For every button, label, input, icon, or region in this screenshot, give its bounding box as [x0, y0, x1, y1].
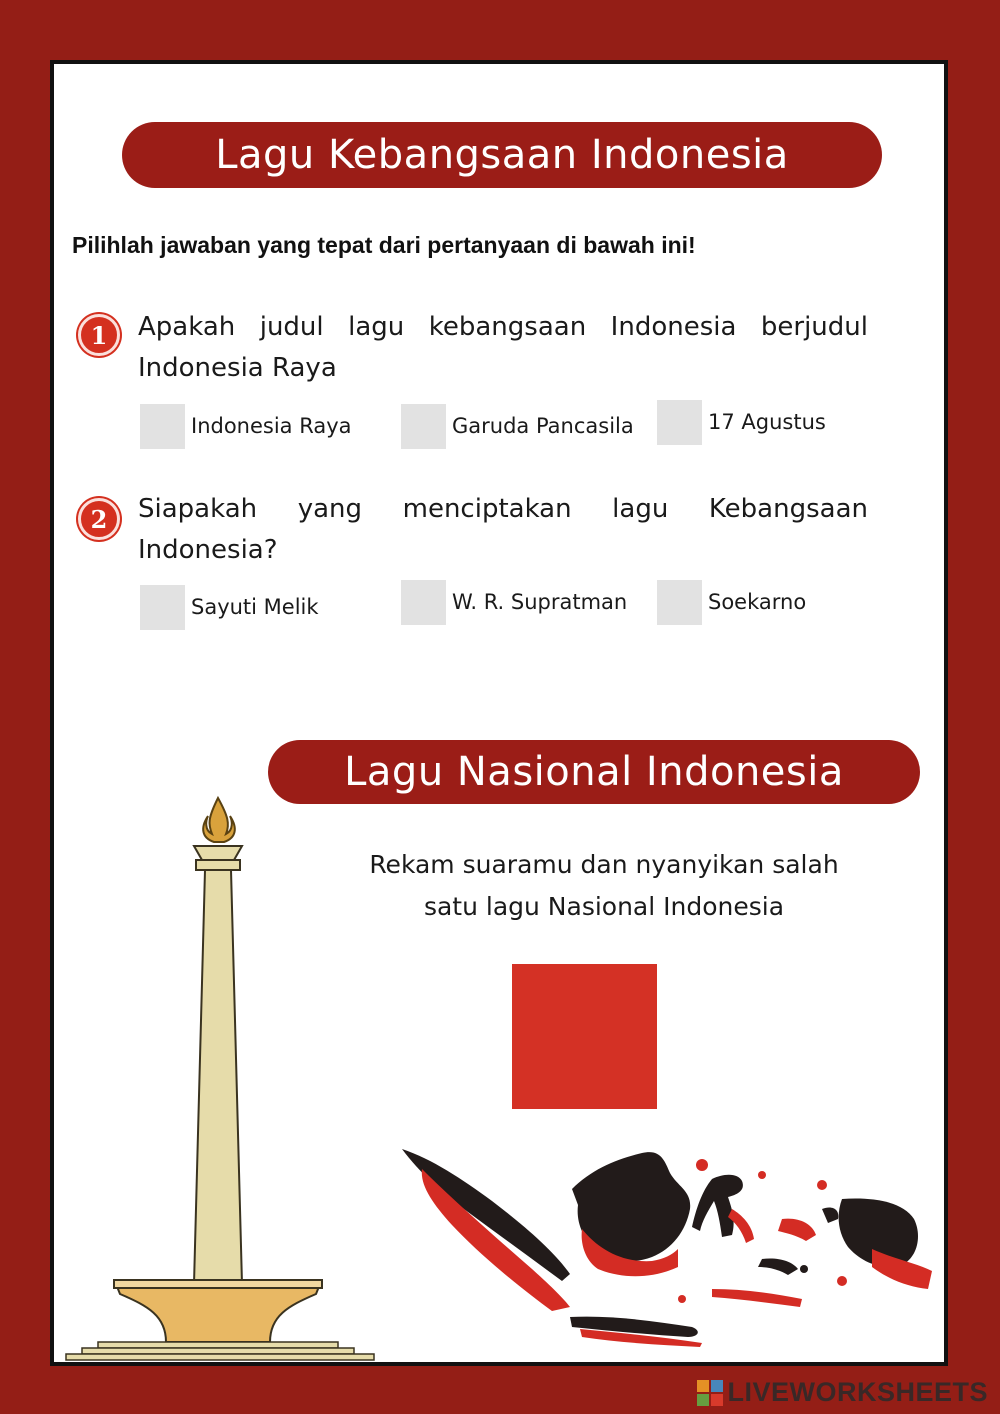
checkbox[interactable] — [140, 585, 185, 630]
checkbox[interactable] — [140, 404, 185, 449]
checkbox[interactable] — [657, 580, 702, 625]
indonesia-map-illustration — [402, 1139, 942, 1349]
liveworksheets-watermark — [697, 1377, 988, 1408]
option-q1-c[interactable] — [657, 400, 826, 445]
option-q1-a[interactable] — [140, 404, 352, 449]
checkbox[interactable] — [401, 580, 446, 625]
option-q1-b[interactable] — [401, 404, 634, 449]
option-q2-c[interactable] — [657, 580, 806, 625]
worksheet-page — [50, 60, 948, 1366]
brand-text: LIVEWORKSHEETS — [727, 1377, 988, 1407]
question-text-1: Apakah judul lagu kebangsaan Indonesia berjudul Indonesia Raya — [138, 312, 868, 383]
checkbox[interactable] — [401, 404, 446, 449]
option-q2-b[interactable] — [401, 580, 627, 625]
option-label: W. R. Supratman — [452, 590, 628, 614]
section-title: Lagu Kebangsaan Indonesia — [215, 132, 789, 178]
record-prompt-line-1: Rekam suaramu dan nyanyikan salah — [369, 850, 839, 879]
record-prompt — [334, 844, 874, 928]
question-text-2: Siapakah yang menciptakan lagu Kebangsaan Indonesia? — [138, 494, 868, 565]
option-label: Soekarno — [708, 590, 807, 614]
question-number-1: 1 — [78, 314, 120, 356]
option-label: 17 Agustus — [708, 410, 826, 434]
option-label: Indonesia Raya — [191, 414, 352, 438]
record-prompt-line-2: satu lagu Nasional Indonesia — [423, 892, 785, 921]
liveworksheets-logo-icon — [697, 1380, 723, 1406]
instruction-text: Pilihlah jawaban yang tepat dari pertanyaan di bawah ini! — [72, 232, 696, 258]
checkbox[interactable] — [657, 400, 702, 445]
option-label: Sayuti Melik — [191, 595, 319, 619]
option-q2-a[interactable] — [140, 585, 319, 630]
question-number-2: 2 — [78, 498, 120, 540]
section-title: Lagu Nasional Indonesia — [344, 749, 844, 795]
section-title-banner-kebangsaan — [122, 122, 882, 188]
monas-illustration — [58, 794, 388, 1364]
option-label: Garuda Pancasila — [452, 414, 634, 438]
record-button[interactable] — [512, 964, 657, 1109]
